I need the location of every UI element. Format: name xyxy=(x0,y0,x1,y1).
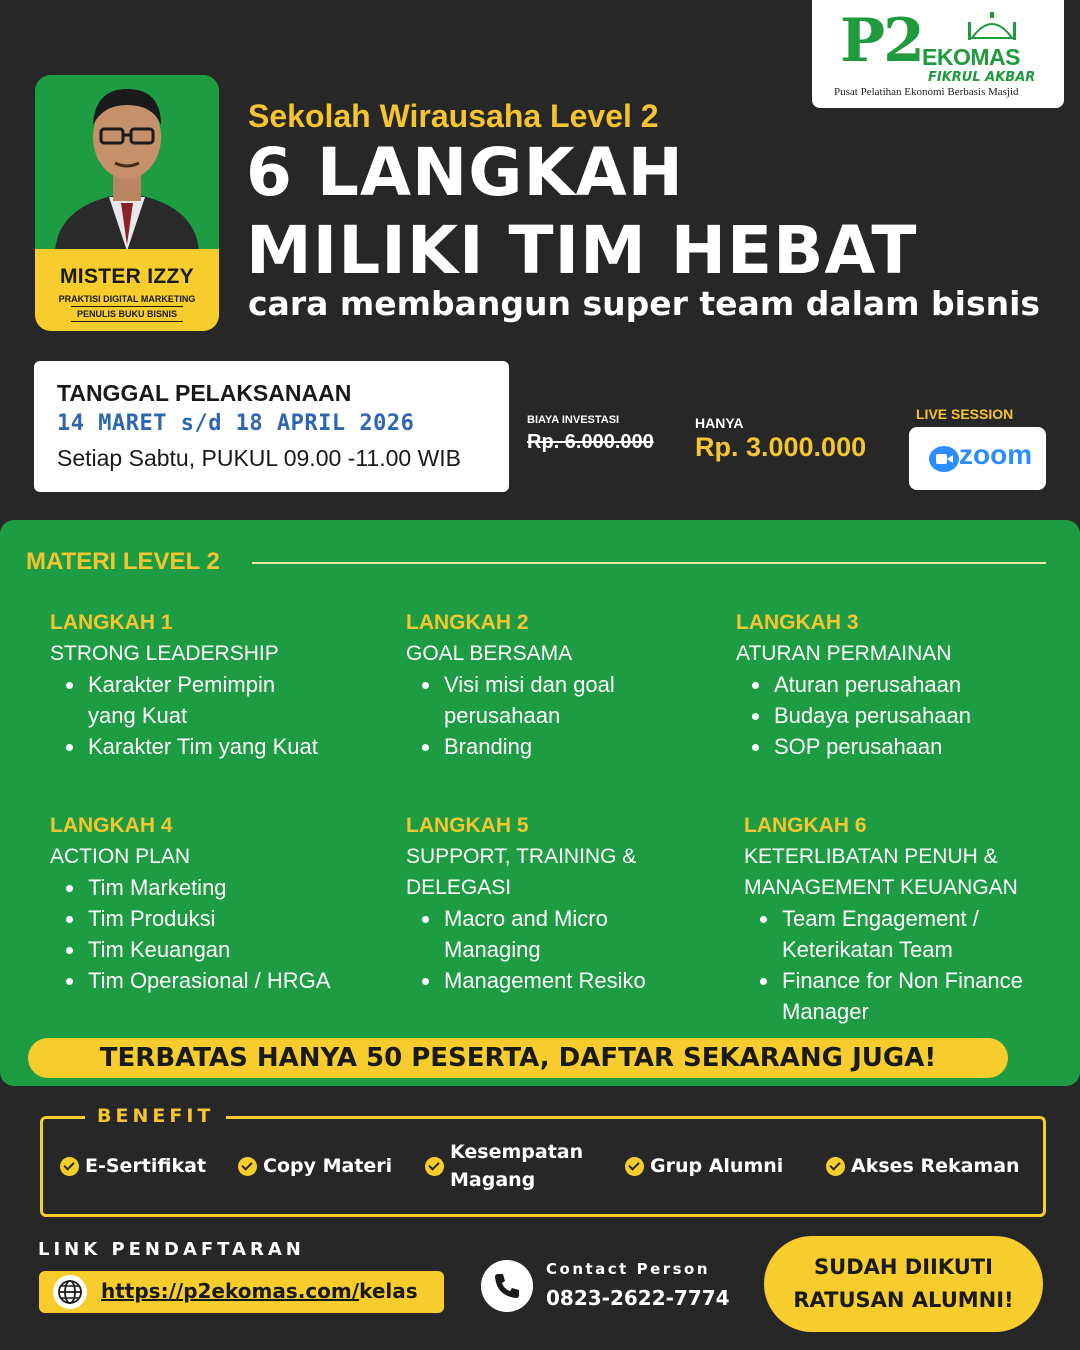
list-item: Karakter Pemimpin yang Kuat xyxy=(66,669,326,731)
contact-phone[interactable]: 0823-2622-7774 xyxy=(546,1286,730,1310)
organizer-logo xyxy=(812,0,1064,108)
step-4 xyxy=(50,810,390,996)
list-item: SOP perusahaan xyxy=(752,731,1056,762)
page-title-line-1: 6 LANGKAH xyxy=(246,134,684,211)
check-icon xyxy=(425,1157,444,1176)
alumni-badge xyxy=(764,1236,1043,1332)
step-heading: LANGKAH 2 xyxy=(406,611,529,634)
list-item: Tim Operasional / HRGA xyxy=(66,965,390,996)
alumni-line-2: RATUSAN ALUMNI! xyxy=(793,1288,1014,1312)
page-title-line-2: MILIKI TIM HEBAT xyxy=(246,212,918,289)
speaker-name: MISTER IZZY xyxy=(60,265,194,288)
benefit-item xyxy=(826,1152,1020,1180)
materi-section xyxy=(0,520,1080,1086)
zoom-camera-icon xyxy=(929,446,959,472)
step-heading: LANGKAH 6 xyxy=(744,814,867,837)
speaker-card xyxy=(35,75,219,331)
list-item: Macro and Micro Managing xyxy=(422,903,652,965)
logo-ekomas-text: EKOMAS xyxy=(922,44,1020,70)
step-name: ACTION PLAN xyxy=(50,845,191,868)
benefit-label: Kesempatan Magang xyxy=(450,1141,584,1191)
step-name: SUPPORT, TRAINING & DELEGASI xyxy=(406,845,637,899)
zoom-wordmark: zoom xyxy=(959,439,1033,470)
step-heading: LANGKAH 5 xyxy=(406,814,529,837)
schedule-box xyxy=(34,361,509,492)
benefit-item xyxy=(625,1152,783,1180)
list-item: Finance for Non Finance Manager xyxy=(760,965,1064,1027)
alumni-text xyxy=(764,1236,1043,1317)
program-subtitle: Sekolah Wirausaha Level 2 xyxy=(248,98,659,134)
registration-title: LINK PENDAFTARAN xyxy=(38,1239,305,1260)
step-heading: LANGKAH 3 xyxy=(736,611,859,634)
live-session-label: LIVE SESSION xyxy=(916,406,1014,422)
mosque-icon xyxy=(962,8,1022,48)
benefit-label: Akses Rekaman xyxy=(851,1155,1020,1177)
schedule-title: TANGGAL PELAKSANAAN xyxy=(57,380,352,406)
list-item: Budaya perusahaan xyxy=(752,700,1056,731)
check-icon xyxy=(60,1157,79,1176)
step-5 xyxy=(406,810,676,996)
materi-divider xyxy=(252,562,1046,564)
logo-fikrul-text: FIKRUL AKBAR xyxy=(928,70,1036,85)
list-item: Tim Produksi xyxy=(66,903,390,934)
step-2 xyxy=(406,607,706,762)
list-item: Karakter Tim yang Kuat xyxy=(66,731,370,762)
registration-url-main: https://p2ekomas.com/ xyxy=(101,1279,360,1303)
list-item: Management Resiko xyxy=(422,965,676,996)
speaker-role-1: PRAKTISI DIGITAL MARKETING xyxy=(58,294,196,304)
benefit-box xyxy=(40,1105,1046,1217)
price-new: Rp. 3.000.000 xyxy=(695,432,867,462)
price-only-label: HANYA xyxy=(695,415,744,431)
registration-link[interactable] xyxy=(39,1271,444,1313)
benefit-label: Copy Materi xyxy=(263,1155,393,1177)
list-item: Visi misi dan goal perusahaan xyxy=(422,669,662,731)
price-label: BIAYA INVESTASI xyxy=(527,414,620,426)
registration-url[interactable] xyxy=(101,1279,418,1303)
step-6 xyxy=(744,810,1064,1027)
step-heading: LANGKAH 1 xyxy=(50,611,173,634)
step-name: GOAL BERSAMA xyxy=(406,642,573,665)
speaker-role-2: PENULIS BUKU BISNIS xyxy=(71,306,183,322)
step-name: KETERLIBATAN PENUH & MANAGEMENT KEUANGAN xyxy=(744,845,1018,899)
step-name: ATURAN PERMAINAN xyxy=(736,642,952,665)
list-item: Branding xyxy=(422,731,706,762)
cta-text: TERBATAS HANYA 50 PESERTA, DAFTAR SEKARANG JUGA! xyxy=(99,1043,937,1073)
page-tagline: cara membangun super team dalam bisnis xyxy=(248,284,1041,323)
benefit-item xyxy=(425,1138,600,1194)
contact-label: Contact Person xyxy=(546,1260,711,1278)
benefit-item xyxy=(238,1152,392,1180)
speaker-name-box xyxy=(35,249,219,331)
materi-title: MATERI LEVEL 2 xyxy=(26,548,220,575)
schedule-time: Setiap Sabtu, PUKUL 09.00 -11.00 WIB xyxy=(57,445,462,471)
benefit-label: E-Sertifikat xyxy=(85,1155,207,1177)
benefit-item xyxy=(60,1152,206,1180)
step-heading: LANGKAH 4 xyxy=(50,814,173,837)
check-icon xyxy=(625,1157,644,1176)
price-old: Rp. 6.000.000 xyxy=(527,431,654,453)
step-name: STRONG LEADERSHIP xyxy=(50,642,279,665)
list-item: Aturan perusahaan xyxy=(752,669,1056,700)
speaker-role xyxy=(35,292,219,322)
list-item: Tim Keuangan xyxy=(66,934,390,965)
phone-icon xyxy=(481,1260,533,1312)
globe-icon xyxy=(53,1275,87,1309)
check-icon xyxy=(826,1157,845,1176)
step-1 xyxy=(50,607,370,762)
schedule-date-range: 14 MARET s/d 18 APRIL 2026 xyxy=(57,411,415,436)
benefit-title: BENEFIT xyxy=(85,1105,226,1127)
logo-p2-text: P2 xyxy=(840,6,923,76)
logo-tagline: Pusat Pelatihan Ekonomi Berbasis Masjid xyxy=(834,86,1019,98)
check-icon xyxy=(238,1157,257,1176)
speaker-photo xyxy=(35,75,219,251)
list-item: Tim Marketing xyxy=(66,872,390,903)
zoom-logo xyxy=(909,427,1046,490)
alumni-line-1: SUDAH DIIKUTI xyxy=(814,1255,993,1279)
step-3 xyxy=(736,607,1056,762)
benefit-label: Grup Alumni xyxy=(650,1155,784,1177)
cta-banner[interactable] xyxy=(28,1038,1008,1078)
list-item: Team Engagement / Keterikatan Team xyxy=(760,903,1050,965)
registration-url-path: kelas xyxy=(359,1279,418,1303)
